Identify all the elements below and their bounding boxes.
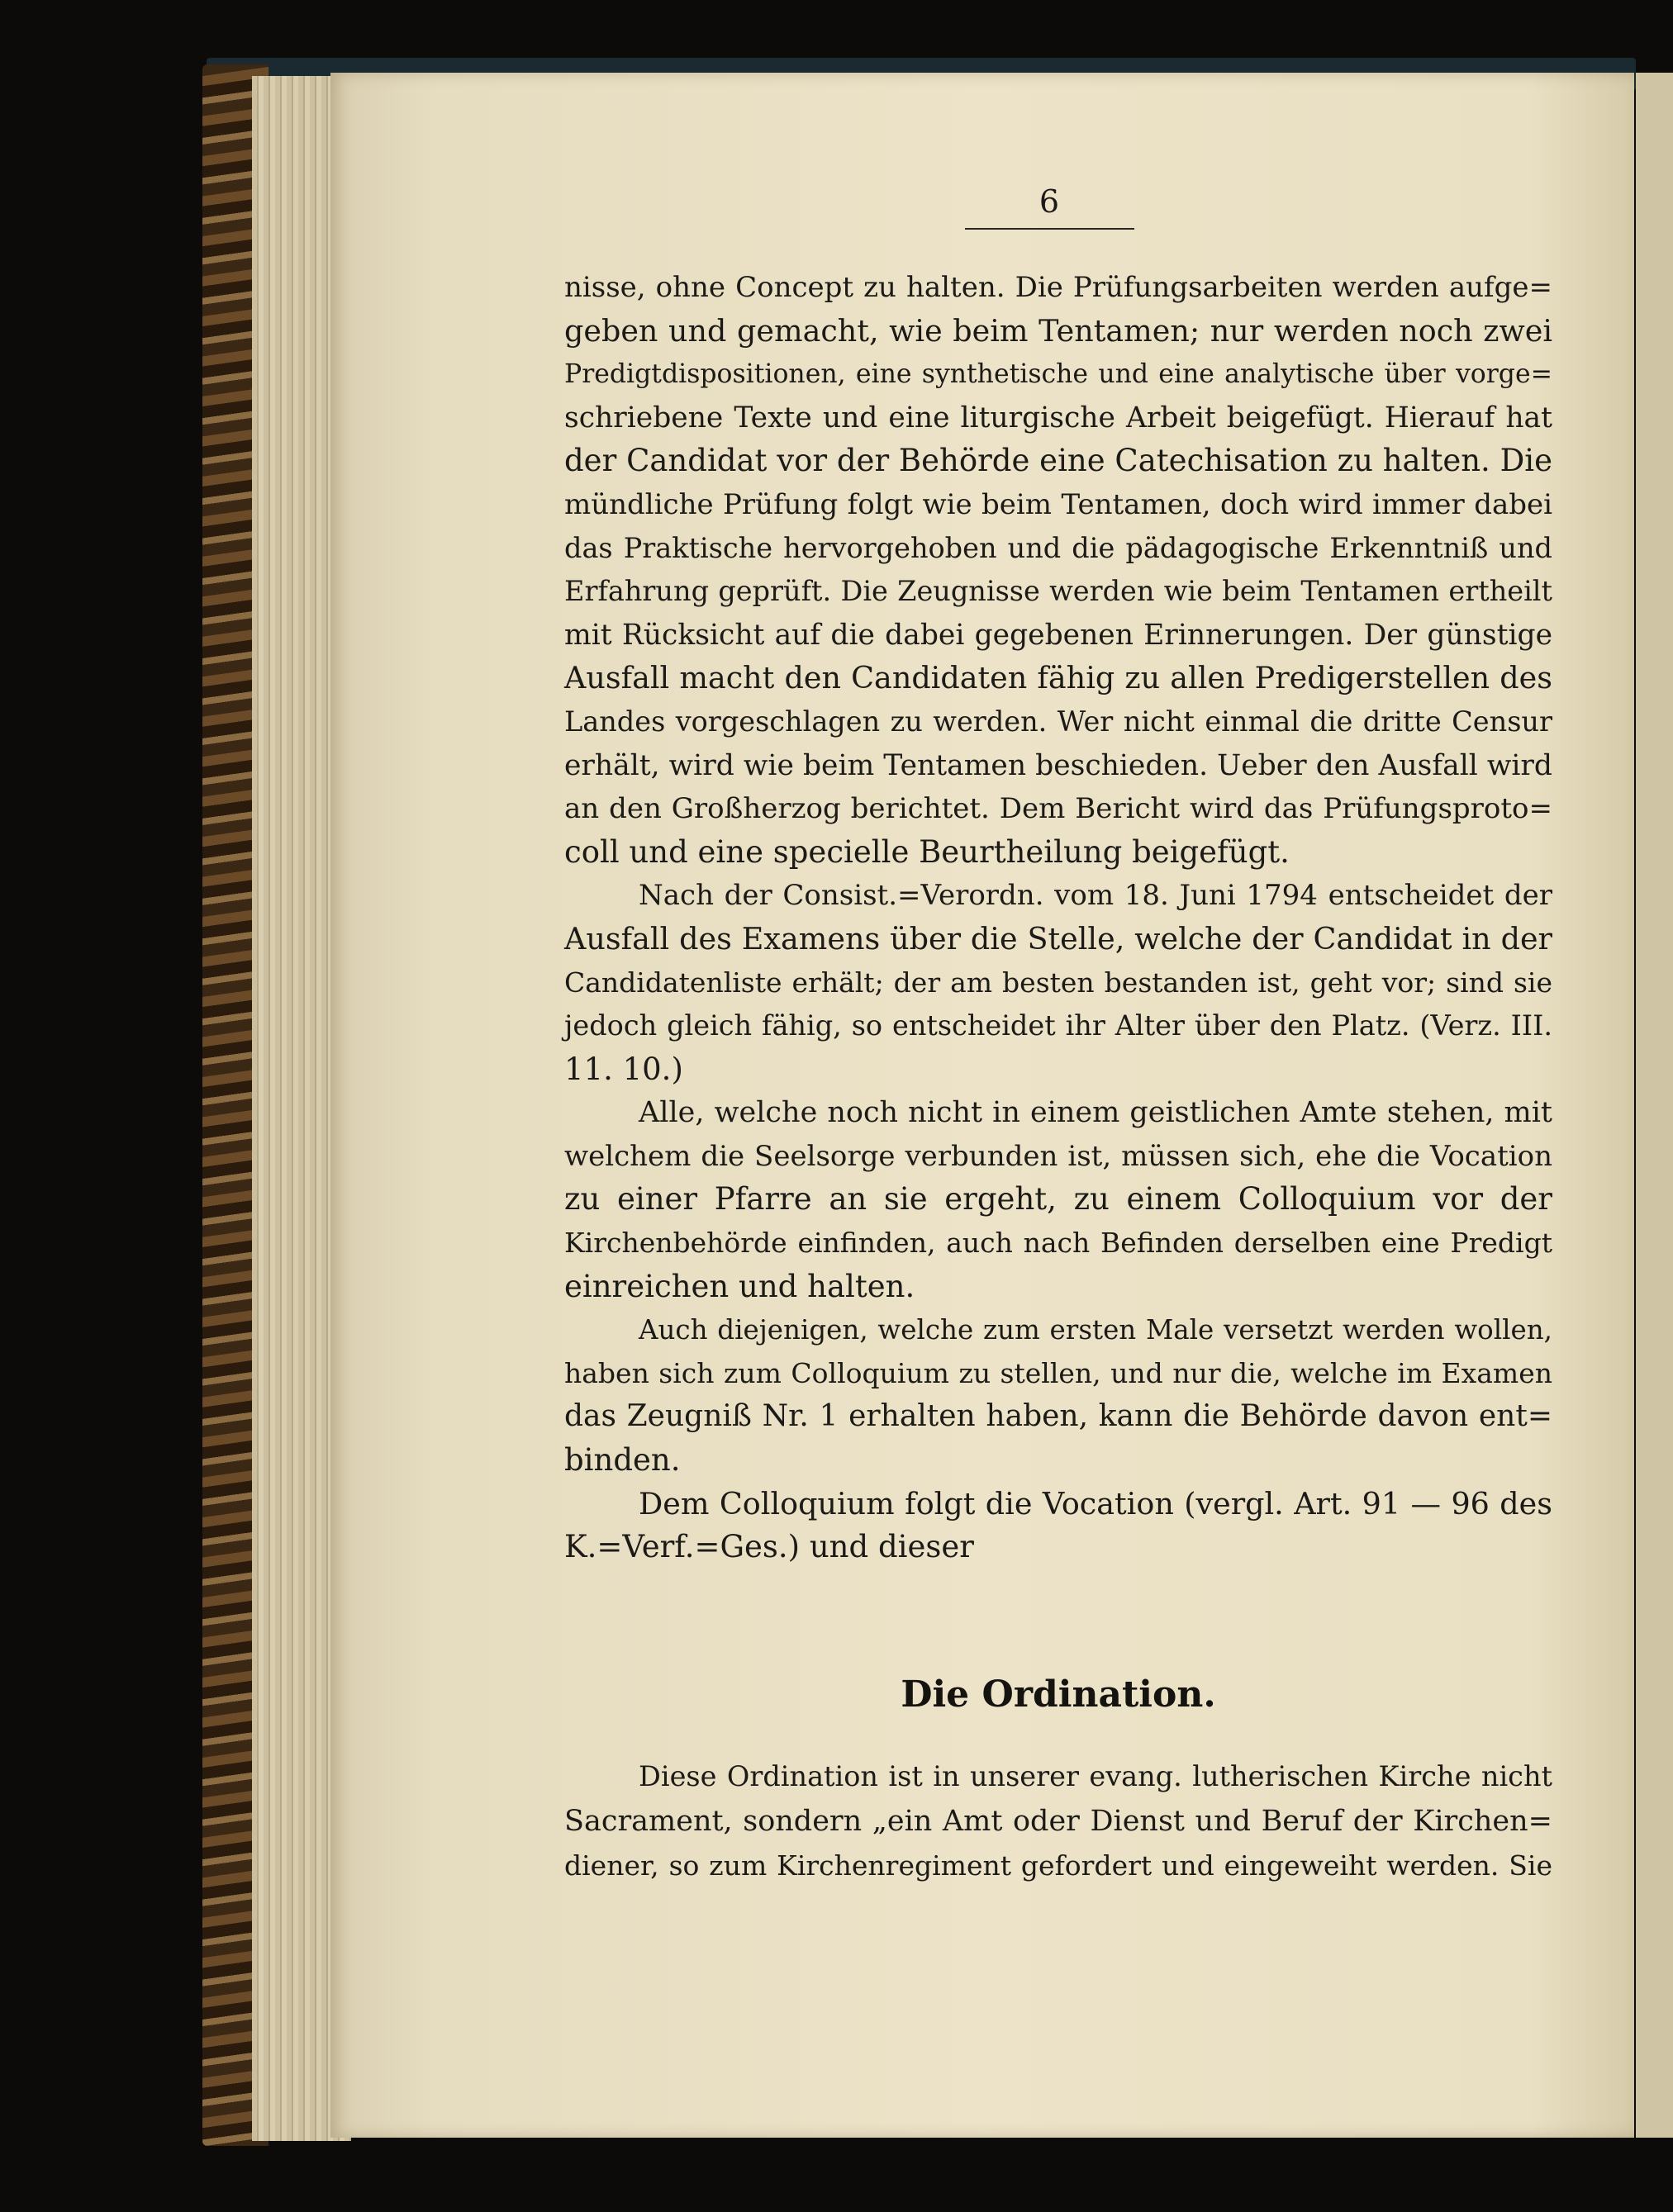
text-line: diener, so zum Kirchenregiment gefordert und eingeweiht werden. Sie <box>564 1849 1552 1882</box>
section-heading: Die Ordination. <box>901 1673 1216 1716</box>
text-line: geben und gemacht, wie beim Tentamen; nur werden noch zwei <box>564 312 1552 349</box>
text-line: Auch diejenigen, welche zum ersten Male versetzt werden wollen, <box>639 1314 1552 1346</box>
text-line: jedoch gleich fähig, so entscheidet ihr Alter über den Platz. (Verz. III. <box>564 1009 1552 1042</box>
text-line: schriebene Texte und eine liturgische Arbeit beigefügt. Hierauf hat <box>564 401 1552 434</box>
text-line: Alle, welche noch nicht in einem geistlichen Amte stehen, mit <box>639 1096 1552 1130</box>
text-line: an den Großherzog berichtet. Dem Bericht wird das Prüfungsproto= <box>564 792 1552 826</box>
facing-page-edge <box>1636 73 1673 2138</box>
text-line: mündliche Prüfung folgt wie beim Tentamen, doch wird immer dabei <box>564 487 1552 521</box>
text-line: Candidatenliste erhält; der am besten bestanden ist, geht vor; sind sie <box>564 966 1552 999</box>
text-line: 11. 10.) <box>564 1051 683 1087</box>
text-line: Nach der Consist.=Verordn. vom 18. Juni 1794 entscheidet der <box>639 879 1552 913</box>
text-line: Kirchenbehörde einfinden, auch nach Befinden derselben eine Predigt <box>564 1227 1552 1260</box>
text-line: Landes vorgeschlagen zu werden. Wer nicht einmal die dritte Censur <box>564 705 1552 738</box>
text-line: coll und eine specielle Beurtheilung beigefügt. <box>564 833 1290 870</box>
header-rule <box>965 228 1134 230</box>
text-line: das Praktische hervorgehoben und die pädagogische Erkenntniß und <box>564 531 1552 564</box>
text-line: Ausfall des Examens über die Stelle, welche der Candidat in der <box>564 920 1552 956</box>
text-line: Dem Colloquium folgt die Vocation (vergl. Art. 91 — 96 des <box>639 1485 1552 1521</box>
body-text <box>564 266 1552 1569</box>
text-line: erhält, wird wie beim Tentamen beschieden. Ueber den Ausfall wird <box>564 748 1552 782</box>
text-line: Sacrament, sondern „ein Amt oder Dienst und Beruf der Kirchen= <box>564 1805 1552 1838</box>
text-line: haben sich zum Colloquium zu stellen, und nur die, welche im Examen <box>564 1356 1552 1389</box>
text-line: welchem die Seelsorge verbunden ist, müssen sich, ehe die Vocation <box>564 1139 1552 1173</box>
text-line: zu einer Pfarre an sie ergeht, zu einem Colloquium vor der <box>564 1181 1552 1218</box>
text-line: Ausfall macht den Candidaten fähig zu allen Predigerstellen des <box>564 660 1552 696</box>
text-line: Erfahrung geprüft. Die Zeugnisse werden wie beim Tentamen ertheilt <box>564 575 1552 608</box>
ordination-text <box>564 1754 1552 1888</box>
page-number: 6 <box>1038 183 1060 220</box>
text-line: Diese Ordination ist in unserer evang. lutherischen Kirche nicht <box>639 1760 1552 1792</box>
text-line: nisse, ohne Concept zu halten. Die Prüfungsarbeiten werden aufge= <box>564 271 1552 304</box>
text-line: Predigtdispositionen, eine synthetische und eine analytische über vorge= <box>564 359 1552 390</box>
text-line: K.=Verf.=Ges.) und dieser <box>564 1529 974 1565</box>
text-line: der Candidat vor der Behörde eine Catechisation zu halten. Die <box>564 443 1552 479</box>
text-line: einreichen und halten. <box>564 1268 915 1304</box>
text-line: mit Rücksicht auf die dabei gegebenen Erinnerungen. Der günstige <box>564 618 1552 652</box>
text-line: das Zeugniß Nr. 1 erhalten haben, kann die Behörde davon ent= <box>564 1399 1552 1434</box>
text-line: binden. <box>564 1442 681 1479</box>
